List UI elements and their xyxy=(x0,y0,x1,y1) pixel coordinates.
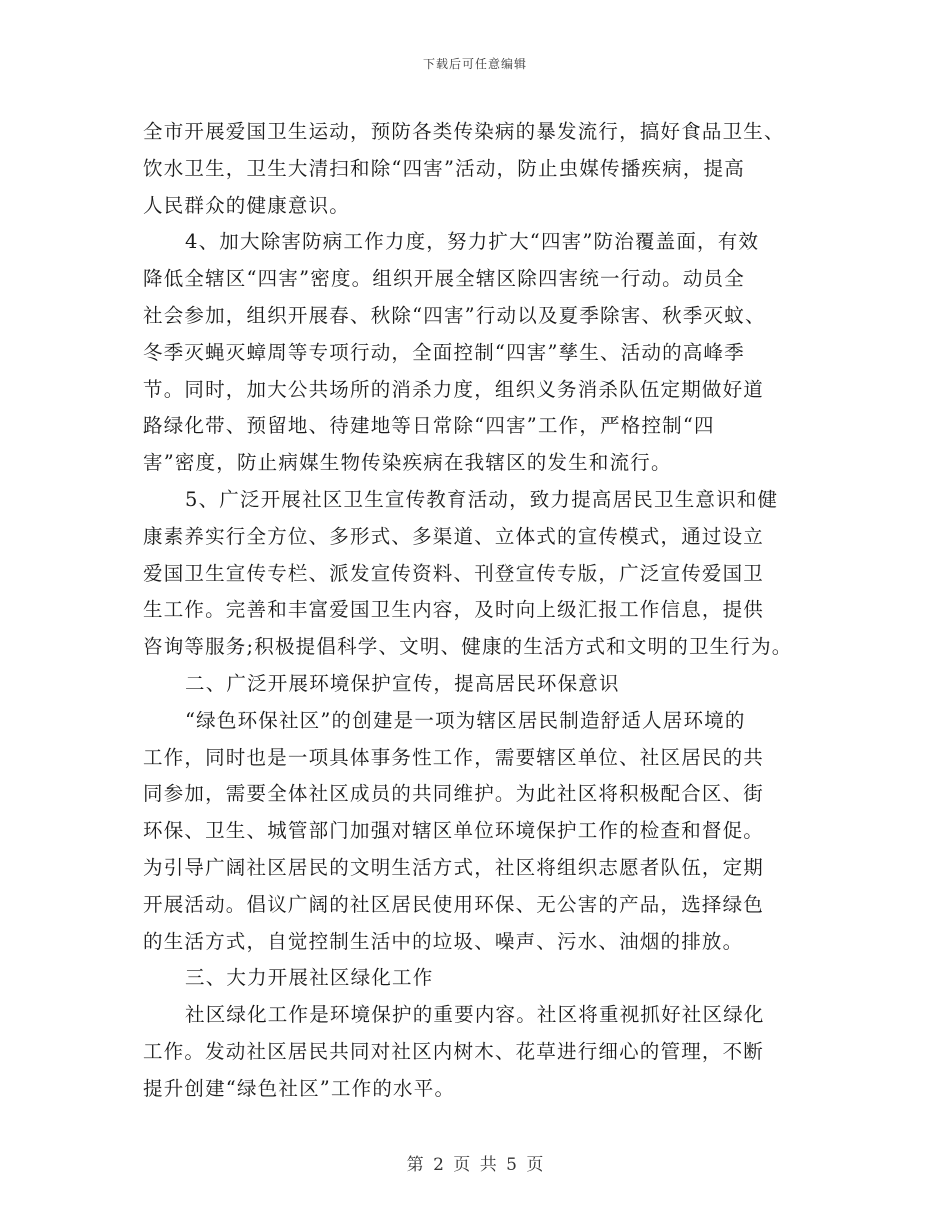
text-line: 饮水卫生，卫生大清扫和除“四害”活动，防止虫媒传播疾病，提高 xyxy=(143,156,745,180)
text-line: 节。同时，加大公共场所的消杀力度，组织义务消杀队伍定期做好道 xyxy=(143,377,765,401)
text-line: 同参加，需要全体社区成员的共同维护。为此社区将积极配合区、街 xyxy=(143,782,765,806)
text-line: 社区绿化工作是环境保护的重要内容。社区将重视抓好社区绿化 xyxy=(185,1003,765,1027)
text-line: 5、广泛开展社区卫生宣传教育活动，致力提高居民卫生意识和健 xyxy=(185,487,779,511)
text-line: 的生活方式，自觉控制生活中的垃圾、噪声、污水、油烟的排放。 xyxy=(143,929,744,953)
text-line: 4、加大除害防病工作力度，努力扩大“四害”防治覆盖面，有效 xyxy=(185,230,760,254)
text-line: 冬季灭蝇灭蟑周等专项行动，全面控制“四害”孳生、活动的高峰季 xyxy=(143,340,745,364)
text-line: 三、大力开展社区绿化工作 xyxy=(185,966,434,990)
text-line: 人民群众的健康意识。 xyxy=(143,193,351,217)
page-footer: 第 2 页 共 5 页 xyxy=(406,1155,544,1175)
text-line: “绿色环保社区”的创建是一项为辖区居民制造舒适人居环境的 xyxy=(185,708,746,732)
text-line: 全市开展爱国卫生运动，预防各类传染病的暴发流行，搞好食品卫生、 xyxy=(143,120,785,143)
text-line: 害”密度，防止病媒生物传染疾病在我辖区的发生和流行。 xyxy=(143,451,672,475)
text-line: 工作。发动社区居民共同对社区内树木、花草进行细心的管理，不断 xyxy=(143,1039,765,1063)
text-line: 二、广泛开展环境保护宣传，提高居民环保意识 xyxy=(185,671,620,695)
text-line: 降低全辖区“四害”密度。组织开展全辖区除四害统一行动。动员全 xyxy=(143,267,745,291)
text-line: 康素养实行全方位、多形式、多渠道、立体式的宣传模式，通过设立 xyxy=(143,524,765,548)
text-line: 生工作。完善和丰富爱国卫生内容，及时向上级汇报工作信息，提供 xyxy=(143,598,765,622)
page-header: 下载后可任意编辑 xyxy=(422,57,527,71)
text-line: 环保、卫生、城管部门加强对辖区单位环境保护工作的检查和督促。 xyxy=(143,819,765,843)
text-line: 开展活动。倡议广阔的社区居民使用环保、无公害的产品，选择绿色 xyxy=(143,892,765,916)
text-line: 路绿化带、预留地、待建地等日常除“四害”工作，严格控制“四 xyxy=(143,414,715,438)
text-line: 提升创建“绿色社区”工作的水平。 xyxy=(143,1076,456,1100)
text-line: 爱国卫生宣传专栏、派发宣传资料、刊登宣传专版，广泛宣传爱国卫 xyxy=(143,561,765,585)
text-line: 咨询等服务;积极提倡科学、文明、健康的生活方式和文明的卫生行为。 xyxy=(143,635,793,659)
document-body xyxy=(143,114,823,1108)
text-line: 工作，同时也是一项具体事务性工作，需要辖区单位、社区居民的共 xyxy=(143,745,765,769)
text-line: 为引导广阔社区居民的文明生活方式，社区将组织志愿者队伍，定期 xyxy=(143,855,765,879)
text-line: 社会参加，组织开展春、秋除“四害”行动以及夏季除害、秋季灭蚊、 xyxy=(143,303,766,327)
